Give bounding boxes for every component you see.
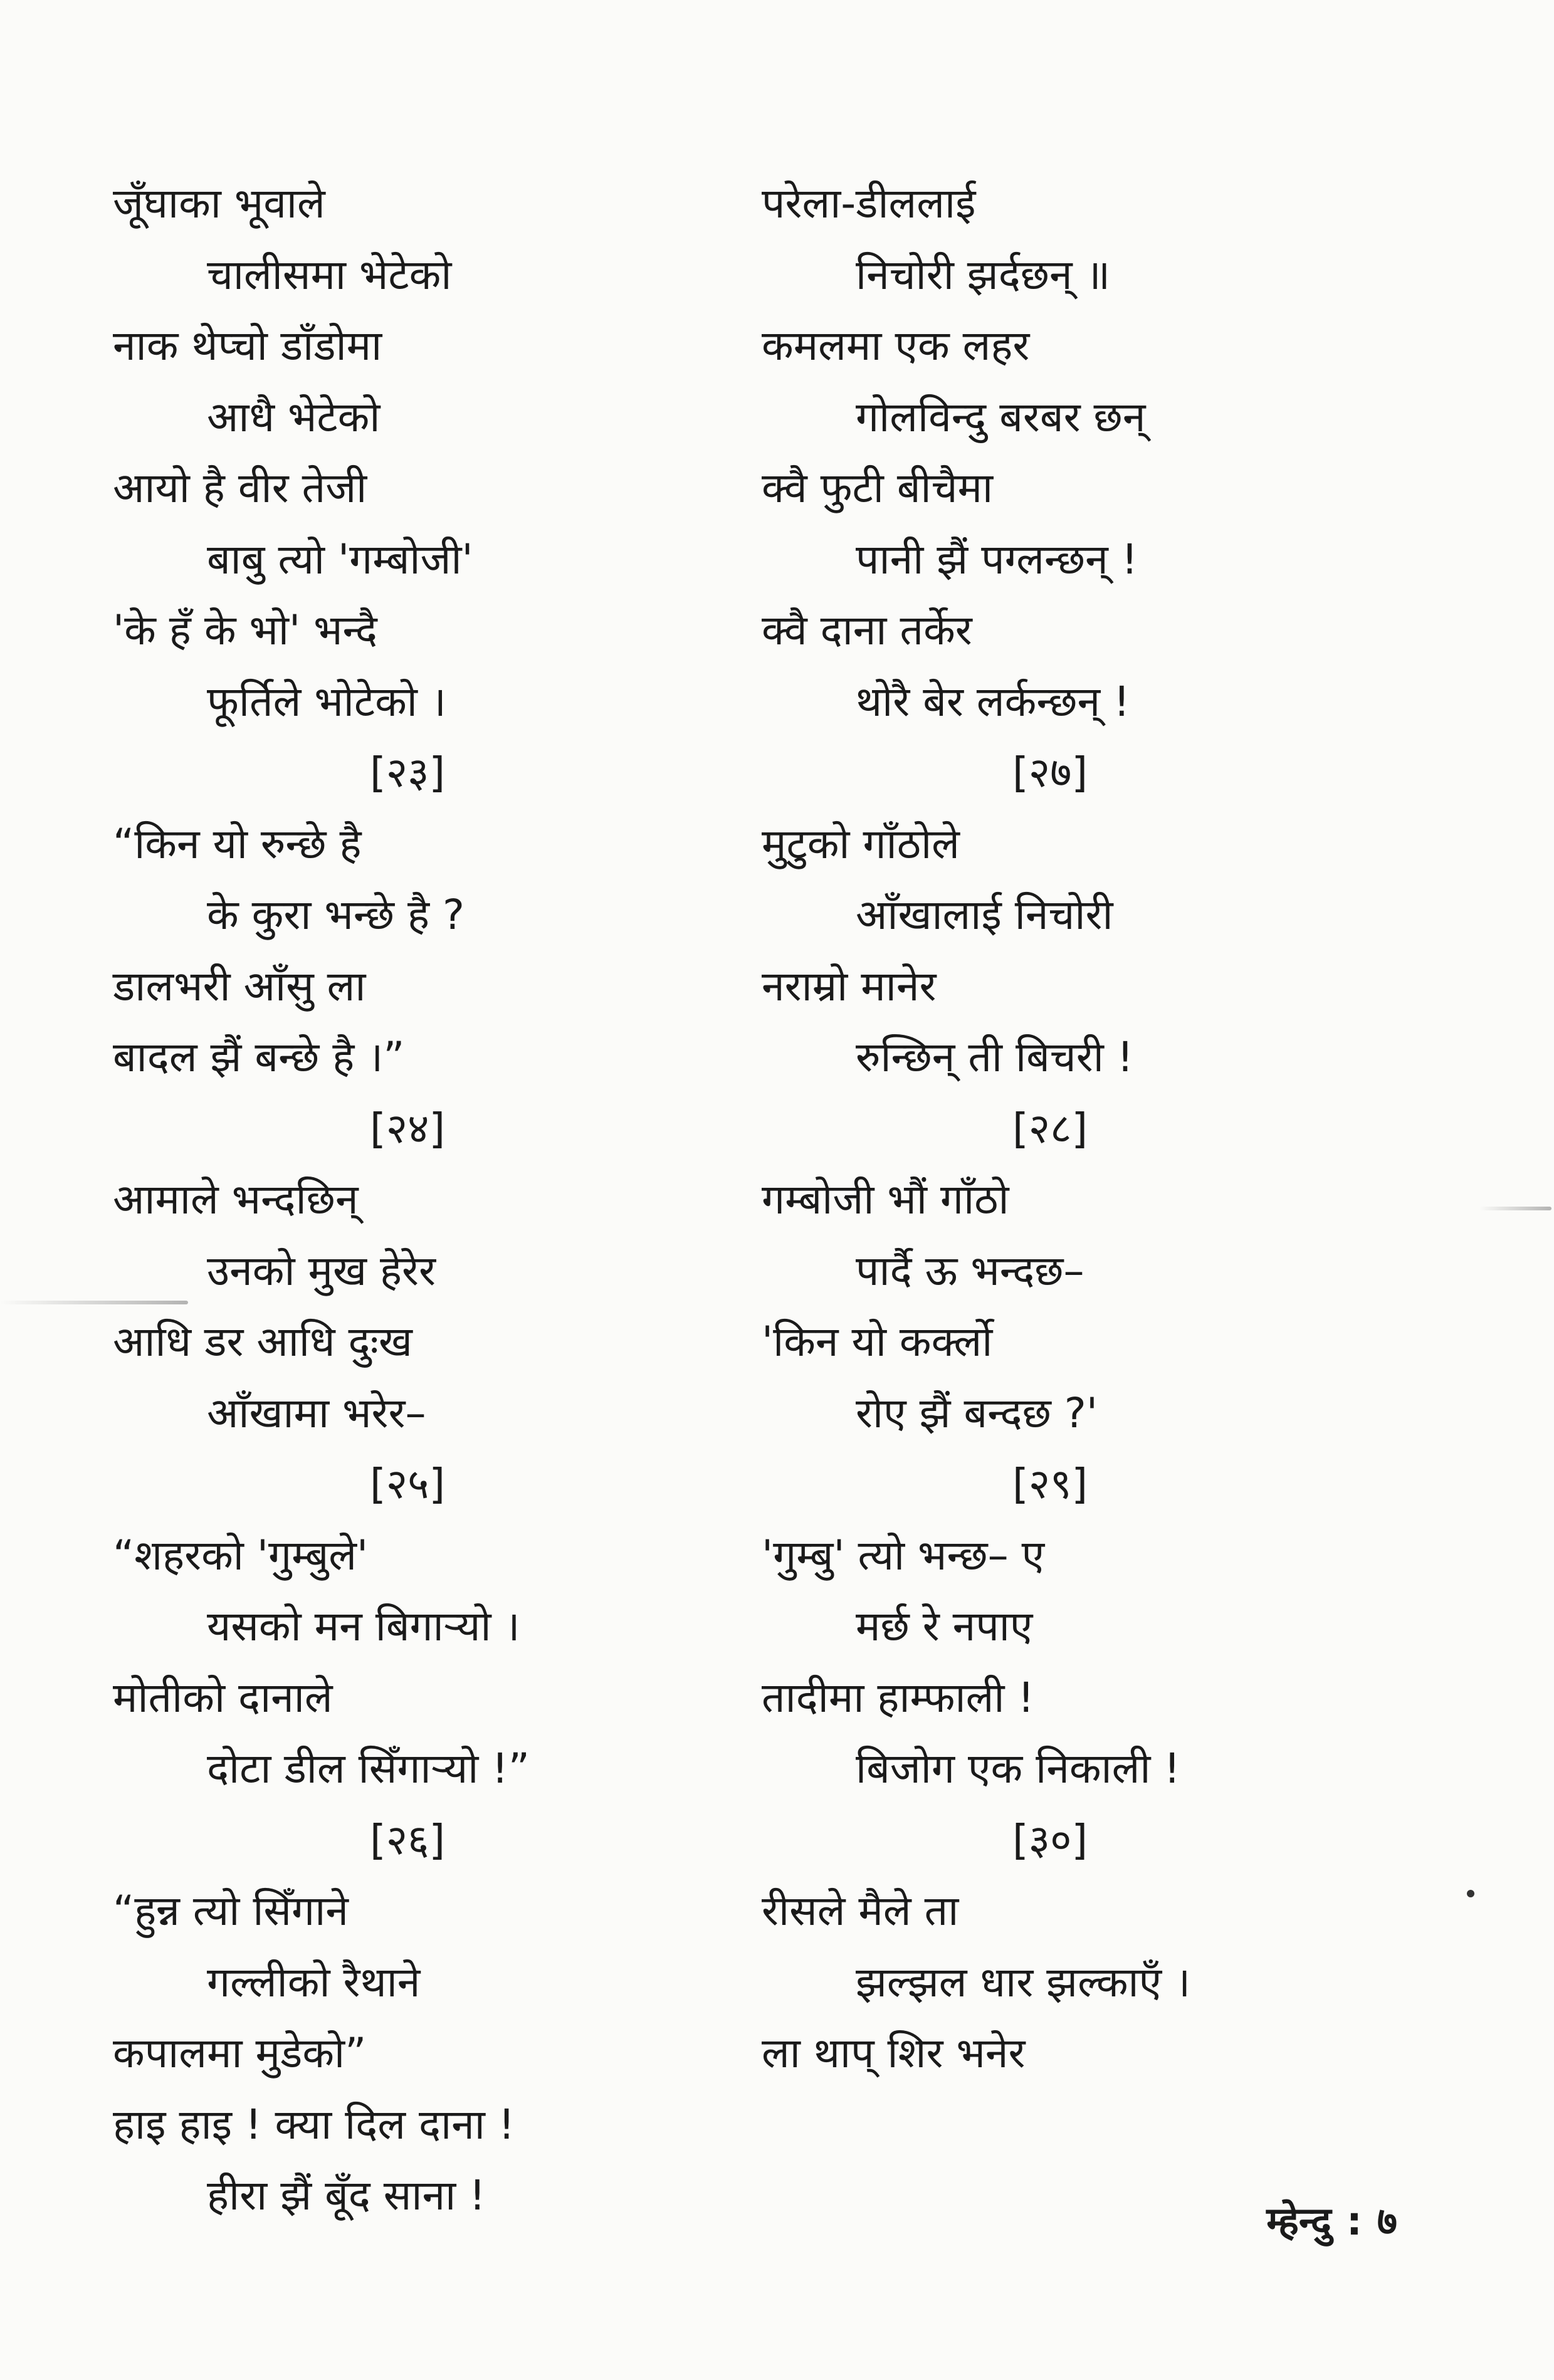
poem-line: मोतीको दानाले xyxy=(113,1673,333,1722)
poem-line: ला थाप् शिर भनेर xyxy=(762,2029,1026,2077)
poem-line: बिजोग एक निकाली ! xyxy=(856,1744,1180,1793)
stanza-number: [३०] xyxy=(1012,1815,1088,1864)
poem-line: के कुरा भन्छे है ? xyxy=(207,891,465,939)
poem-column-left xyxy=(113,168,740,2231)
poem-line: मर्छ रे नपाए xyxy=(856,1602,1033,1650)
poem-line: 'किन यो कर्क्लो xyxy=(762,1318,993,1366)
poem-line: नाक थेप्चो डाँडोमा xyxy=(113,322,382,370)
stanza-number: [२६] xyxy=(370,1815,446,1864)
poem-line: फूर्तिले भोटेको । xyxy=(207,677,446,726)
poem-line: झल्झल धार झल्काएँ । xyxy=(856,1958,1191,2006)
poem-line: गल्लीको रैथाने xyxy=(207,1958,421,2006)
poem-line: आधि डर आधि दुःख xyxy=(113,1318,412,1366)
poem-line: बादल झैं बन्छे है ।” xyxy=(113,1033,405,1081)
poem-line: दोटा डील सिँगाऱ्यो !” xyxy=(207,1744,530,1793)
poem-line: रोए झैं बन्दछ ?' xyxy=(856,1388,1098,1437)
poem-line: चालीसमा भेटेको xyxy=(207,250,452,299)
poem-line: पार्दै ऊ भन्दछ– xyxy=(856,1246,1084,1295)
scan-speck xyxy=(1467,1890,1474,1897)
scan-artifact-left xyxy=(0,1301,188,1304)
poem-line: डालभरी आँसु ला xyxy=(113,962,366,1010)
poem-line: तादीमा हाम्फाली ! xyxy=(762,1673,1034,1722)
poem-line: गोलविन्दु बरबर छन् xyxy=(856,392,1146,441)
book-title: म्हेन्दु xyxy=(1266,2198,1331,2244)
poem-line: रीसले मैले ता xyxy=(762,1887,959,1935)
poem-line: परेला-डीललाई xyxy=(762,179,976,228)
footer-separator: : xyxy=(1346,2198,1362,2244)
poem-line: क्वै फुटी बीचैमा xyxy=(762,464,994,512)
page-footer xyxy=(1266,2194,1397,2246)
stanza-number: [२३] xyxy=(370,748,446,797)
poem-line: मुटुको गाँठोले xyxy=(762,819,960,868)
poem-line: थोरै बेर लर्कन्छन् ! xyxy=(856,677,1130,726)
poem-line: “शहरको 'गुम्बुले' xyxy=(113,1531,369,1580)
poem-line: 'गुम्बु' त्यो भन्छ– ए xyxy=(762,1531,1045,1580)
poem-line: रुन्छिन् ती बिचरी ! xyxy=(856,1033,1134,1081)
stanza-number: [२८] xyxy=(1012,1104,1088,1153)
poem-line: नराम्रो मानेर xyxy=(762,962,937,1010)
poem-line: आँखालाई निचोरी xyxy=(856,891,1113,939)
stanza-number: [२५] xyxy=(370,1460,446,1508)
scan-artifact-right xyxy=(1479,1207,1551,1210)
poem-line: आधै भेटेको xyxy=(207,392,381,441)
poem-line: बाबु त्यो 'गम्बोजी' xyxy=(207,535,473,584)
page-number: ७ xyxy=(1377,2198,1397,2244)
poem-line: यसको मन बिगाऱ्यो । xyxy=(207,1602,520,1650)
poem-line: हीरा झैं बूँद साना ! xyxy=(207,2171,486,2220)
poem-line: कपालमा मुडेको” xyxy=(113,2029,367,2077)
poem-line: आयो है वीर तेजी xyxy=(113,464,367,512)
poem-column-right xyxy=(762,168,1451,2089)
poem-line: हाइ हाइ ! क्या दिल दाना ! xyxy=(113,2100,515,2149)
poem-line: उनको मुख हेरेर xyxy=(207,1246,436,1295)
stanza-number: [२४] xyxy=(370,1104,446,1153)
poem-line: “किन यो रुन्छे है xyxy=(113,819,362,868)
poem-line: गम्बोजी भौं गाँठो xyxy=(762,1175,1009,1224)
poem-line: कमलमा एक लहर xyxy=(762,322,1030,370)
stanza-number: [२९] xyxy=(1012,1460,1088,1508)
poem-line: निचोरी झर्दछन् ॥ xyxy=(856,250,1111,299)
poem-line: जूँघाका भूवाले xyxy=(113,179,325,228)
poem-line: 'के हँ के भो' भन्दै xyxy=(113,606,377,654)
poem-line: पानी झैं पग्लन्छन् ! xyxy=(856,535,1138,584)
stanza-number: [२७] xyxy=(1012,748,1088,797)
poem-line: “हुन्न त्यो सिँगाने xyxy=(113,1887,349,1935)
poem-line: क्वै दाना तर्केर xyxy=(762,606,972,654)
poem-line: आँखामा भरेर– xyxy=(207,1388,426,1437)
poem-line: आमाले भन्दछिन् xyxy=(113,1175,359,1224)
